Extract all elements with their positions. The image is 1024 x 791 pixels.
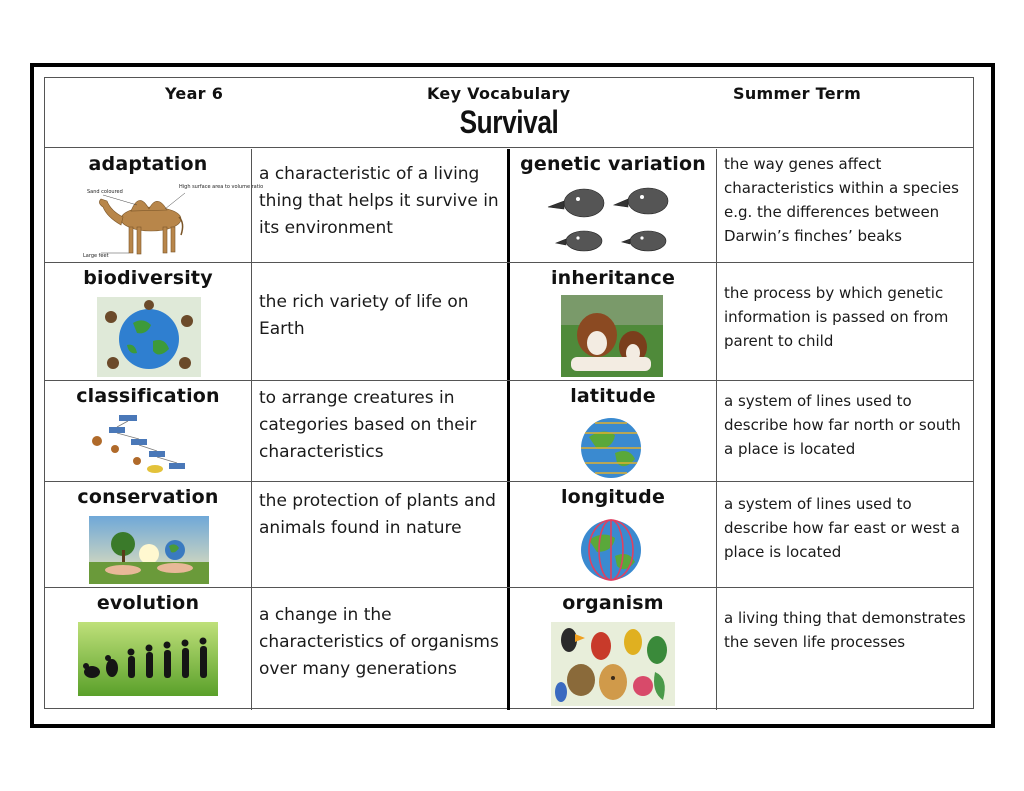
term-word: longitude	[560, 486, 666, 508]
definition-text: the process by which genetic information is passed on from parent to child	[724, 284, 949, 350]
table-row	[45, 588, 973, 710]
definition-text: a change in the characteristics of organisms over many generations	[259, 605, 499, 679]
term-cell	[45, 588, 252, 710]
definition-text: the protection of plants and animals found in nature	[259, 491, 496, 538]
definition-text: the way genes affect characteristics within a species e.g. the differences between Darwin’s finches’ beaks	[724, 155, 959, 245]
definition-cell	[717, 263, 973, 380]
definition-text: a system of lines used to describe how far east or west a place is located	[724, 495, 960, 561]
camel-label-sand: Sand coloured	[87, 189, 123, 195]
term-cell	[45, 482, 252, 587]
term-word: evolution	[96, 592, 200, 614]
definition-text: a system of lines used to describe how far north or south a place is located	[724, 392, 961, 458]
term-cell	[510, 149, 717, 262]
classification-tree-image	[85, 413, 213, 479]
term-word: adaptation	[88, 153, 208, 175]
evolution-silhouettes-image	[78, 622, 218, 696]
definition-text: to arrange creatures in categories based on their characteristics	[259, 388, 477, 462]
definition-cell	[252, 482, 510, 587]
table-row	[45, 482, 973, 588]
term-word: inheritance	[550, 267, 676, 289]
table-row	[45, 381, 973, 482]
term-word: organism	[562, 592, 664, 614]
definition-cell	[252, 149, 510, 262]
term-cell	[45, 263, 252, 380]
key-vocabulary-label: Key Vocabulary	[427, 84, 571, 103]
dogs-image	[561, 295, 663, 377]
definition-text: a living thing that demonstrates the seven life processes	[724, 609, 966, 651]
vocabulary-sheet	[30, 63, 995, 728]
vocabulary-table	[44, 77, 974, 709]
organisms-collage-image	[551, 622, 675, 706]
definition-cell	[717, 381, 973, 481]
term-cell	[510, 263, 717, 380]
term-word: biodiversity	[83, 267, 213, 289]
table-header	[45, 78, 973, 148]
finch-beaks-image	[544, 181, 684, 259]
term-label: Summer Term	[733, 84, 862, 103]
longitude-globe-image	[579, 518, 643, 582]
definition-cell	[717, 482, 973, 587]
term-cell	[510, 381, 717, 481]
page-title: Survival	[459, 104, 559, 140]
latitude-globe-image	[579, 417, 643, 479]
definition-cell	[717, 588, 973, 710]
hands-tree-globe-image	[89, 516, 209, 584]
definition-cell	[252, 381, 510, 481]
definition-text: the rich variety of life on Earth	[259, 292, 469, 339]
term-cell	[45, 381, 252, 481]
table-row	[45, 263, 973, 381]
term-cell	[510, 482, 717, 587]
year-label: Year 6	[165, 84, 224, 103]
definition-cell	[252, 263, 510, 380]
definition-text: a characteristic of a living thing that helps it survive in its environment	[259, 164, 499, 238]
definition-cell	[717, 149, 973, 262]
term-word: latitude	[570, 385, 656, 407]
camel-label-surface: High surface area to volume ratio	[179, 184, 264, 190]
term-word: genetic variation	[520, 153, 706, 175]
table-row	[45, 149, 973, 263]
camel-image	[81, 183, 264, 259]
term-word: conservation	[77, 486, 219, 508]
earth-animals-image	[97, 297, 201, 377]
definition-cell	[252, 588, 510, 710]
term-cell	[45, 149, 264, 262]
term-word: classification	[76, 385, 220, 407]
camel-label-feet: Large feet	[83, 253, 109, 259]
term-cell	[510, 588, 717, 710]
